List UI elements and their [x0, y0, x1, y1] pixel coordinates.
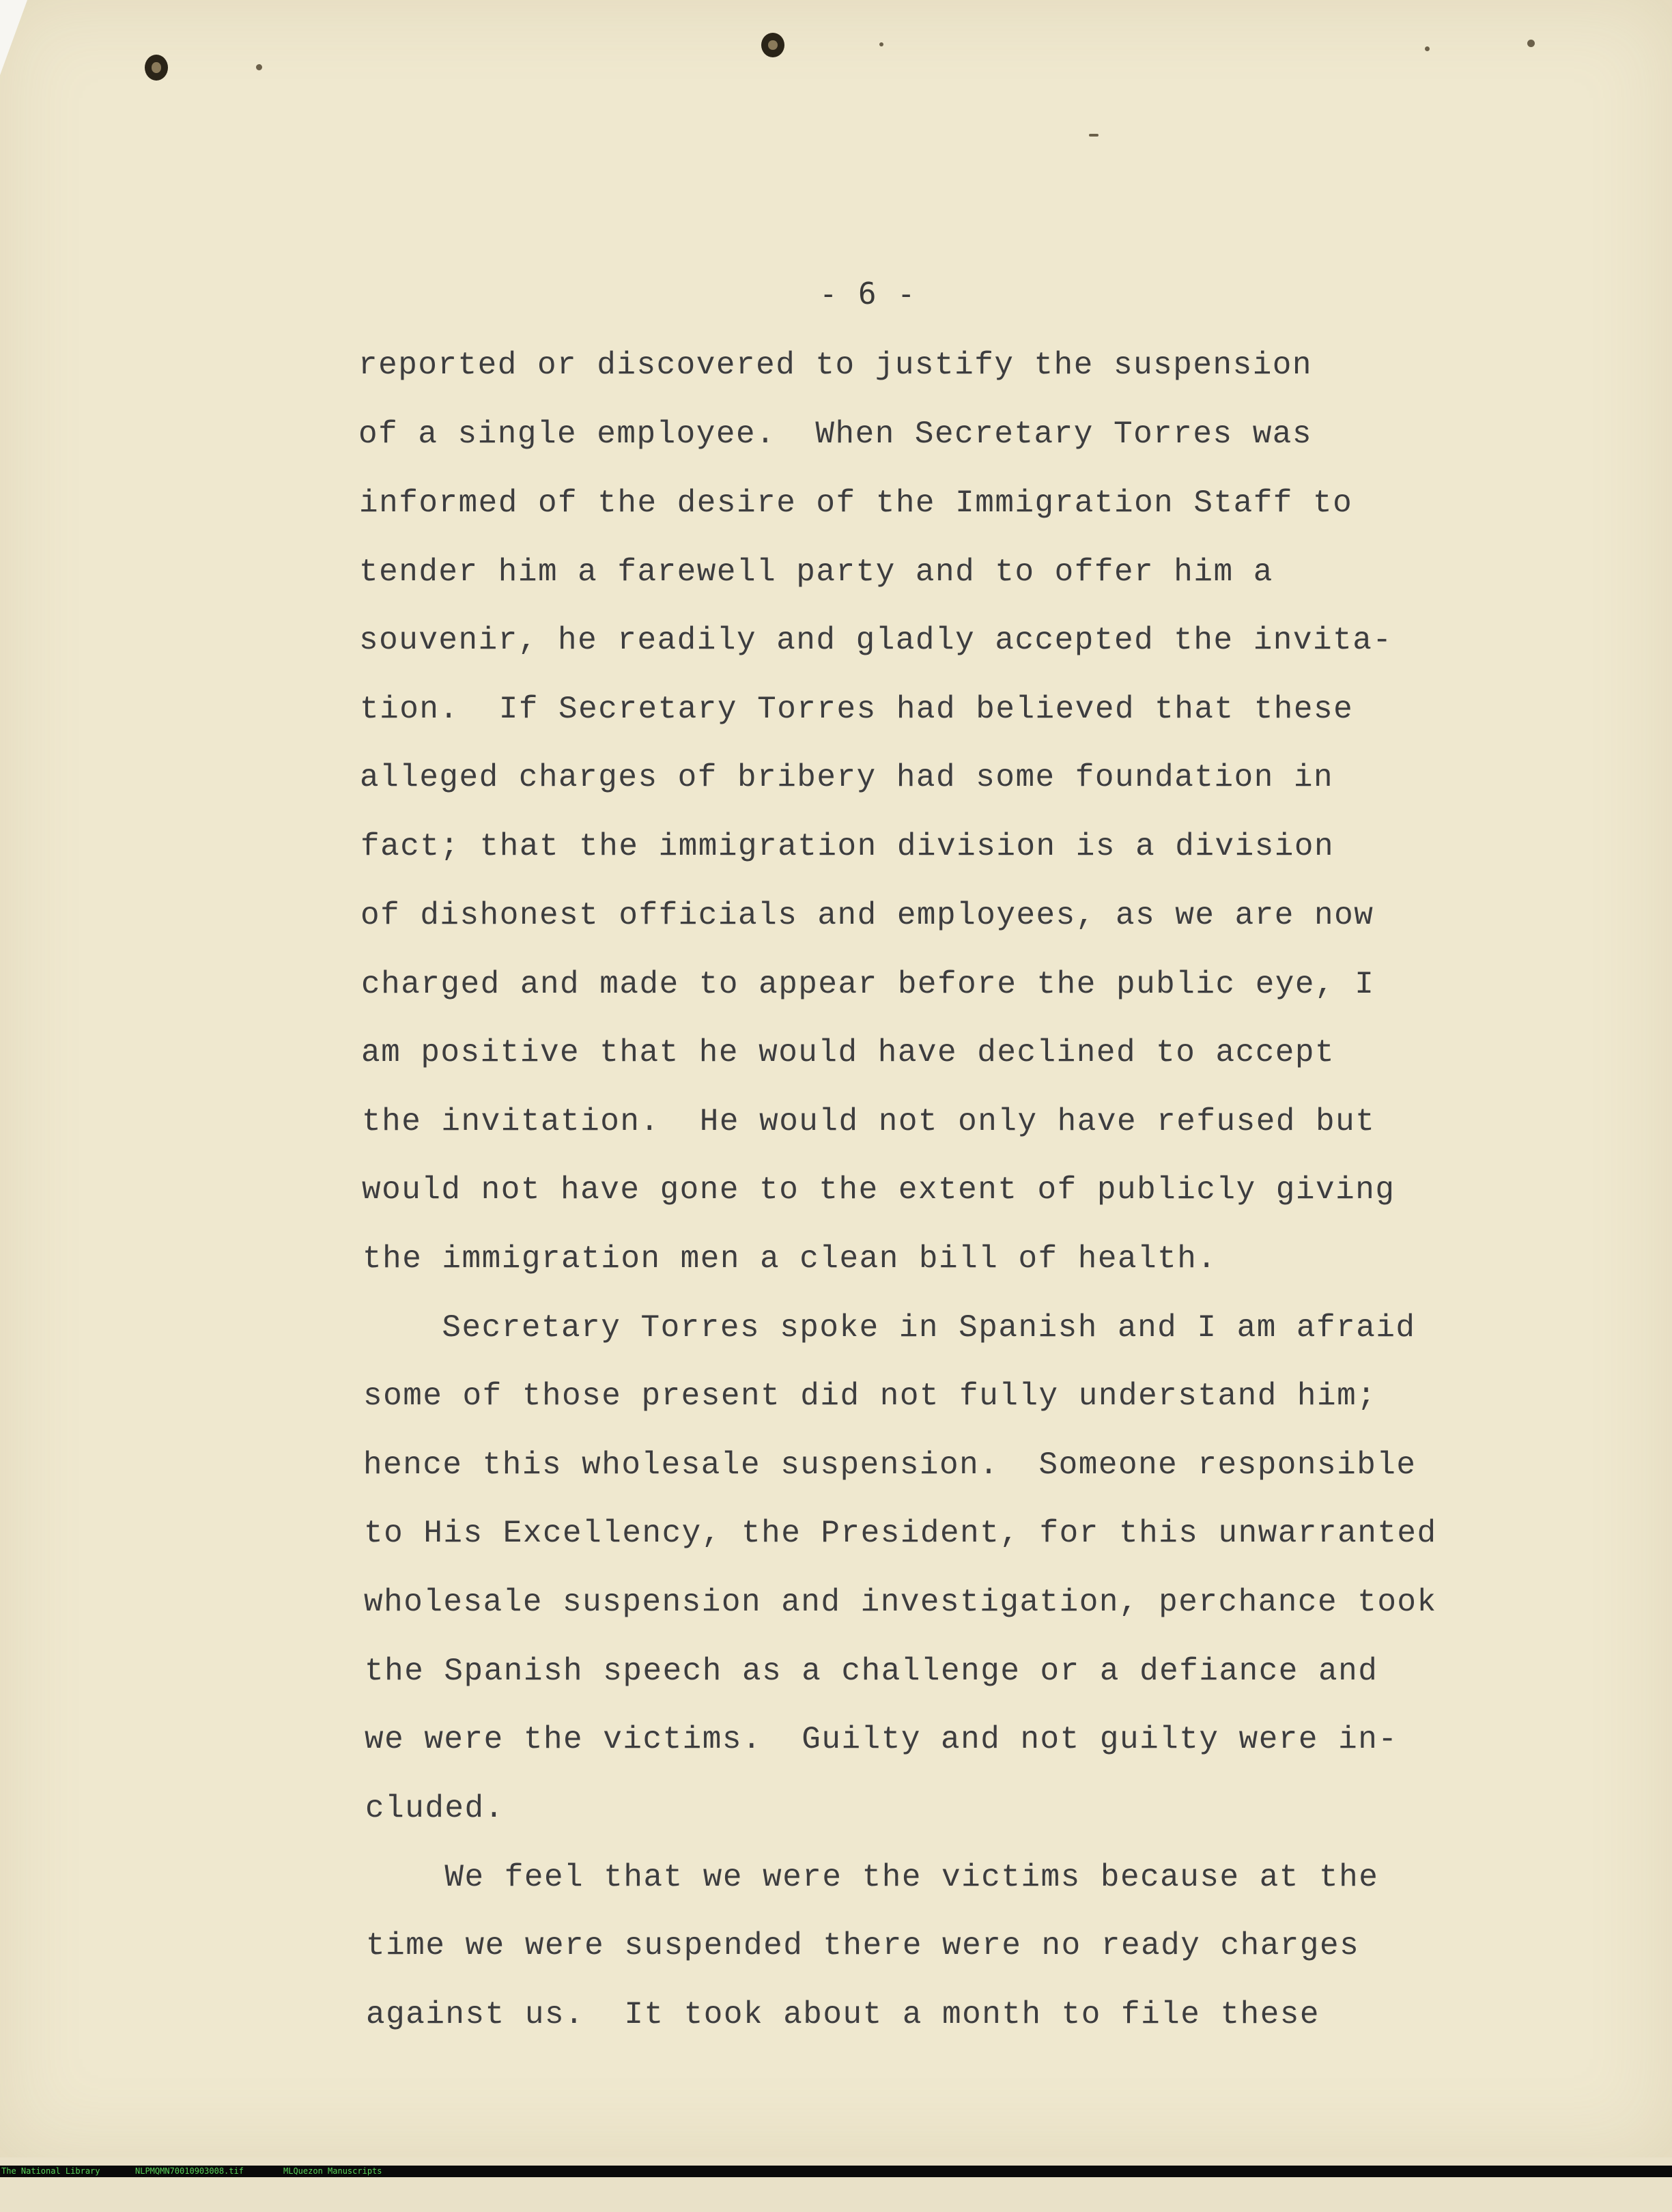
torn-corner — [0, 0, 27, 75]
text-line: time we were suspended there were no ready charges — [366, 1928, 1360, 1963]
text-line: souvenir, he readily and gladly accepted the invita- — [359, 623, 1393, 658]
text-line: of dishonest officials and employees, as we are now — [360, 898, 1374, 933]
text-line: some of those present did not fully understand him; — [363, 1378, 1377, 1414]
text-line: alleged charges of bribery had some foundation in — [360, 760, 1334, 795]
paper-speck — [256, 64, 262, 70]
text-line: We feel that we were the victims because at the — [365, 1860, 1379, 1895]
text-line: the Spanish speech as a challenge or a defiance and — [365, 1654, 1378, 1689]
text-line: the invitation. He would not only have refused but — [362, 1104, 1376, 1139]
text-line: hence this wholesale suspension. Someone responsible — [363, 1447, 1417, 1483]
text-line: am positive that he would have declined to accept — [361, 1035, 1335, 1070]
footer-collection: MLQuezon Manuscripts — [283, 2166, 382, 2176]
text-line: the immigration men a clean bill of health. — [363, 1241, 1217, 1277]
paper-speck — [1089, 134, 1099, 137]
paper-speck — [1527, 40, 1535, 47]
text-line: against us. It took about a month to file these — [366, 1997, 1320, 2032]
text-line: tion. If Secretary Torres had believed that these — [360, 692, 1354, 727]
punch-hole-left — [145, 55, 168, 81]
footer-file-id: NLPMQMN70010903008.tif — [135, 2166, 244, 2176]
text-line: would not have gone to the extent of publicly giving — [362, 1172, 1395, 1208]
text-line: informed of the desire of the Immigration Staff to — [359, 485, 1353, 521]
paper-speck — [879, 42, 883, 46]
text-line: reported or discovered to justify the suspension — [358, 348, 1313, 383]
text-line: Secretary Torres spoke in Spanish and I am afraid — [363, 1310, 1416, 1346]
text-line: we were the victims. Guilty and not guilty were in- — [365, 1722, 1398, 1757]
text-line: of a single employee. When Secretary Torres was — [358, 416, 1313, 452]
text-line: to His Excellency, the President, for this unwarranted — [364, 1516, 1437, 1551]
text-line: charged and made to appear before the public eye, I — [361, 967, 1375, 1002]
footer-library: The National Library — [1, 2166, 100, 2176]
text-line: cluded. — [365, 1791, 505, 1826]
paper-speck — [1425, 46, 1430, 51]
archive-footer — [0, 2166, 1672, 2177]
text-line: tender him a farewell party and to offer him a — [359, 554, 1273, 590]
text-line: wholesale suspension and investigation, perchance took — [364, 1585, 1437, 1620]
punch-hole-center — [761, 33, 784, 57]
text-line: fact; that the immigration division is a division — [360, 829, 1335, 864]
page-number: - 6 - — [819, 276, 917, 311]
